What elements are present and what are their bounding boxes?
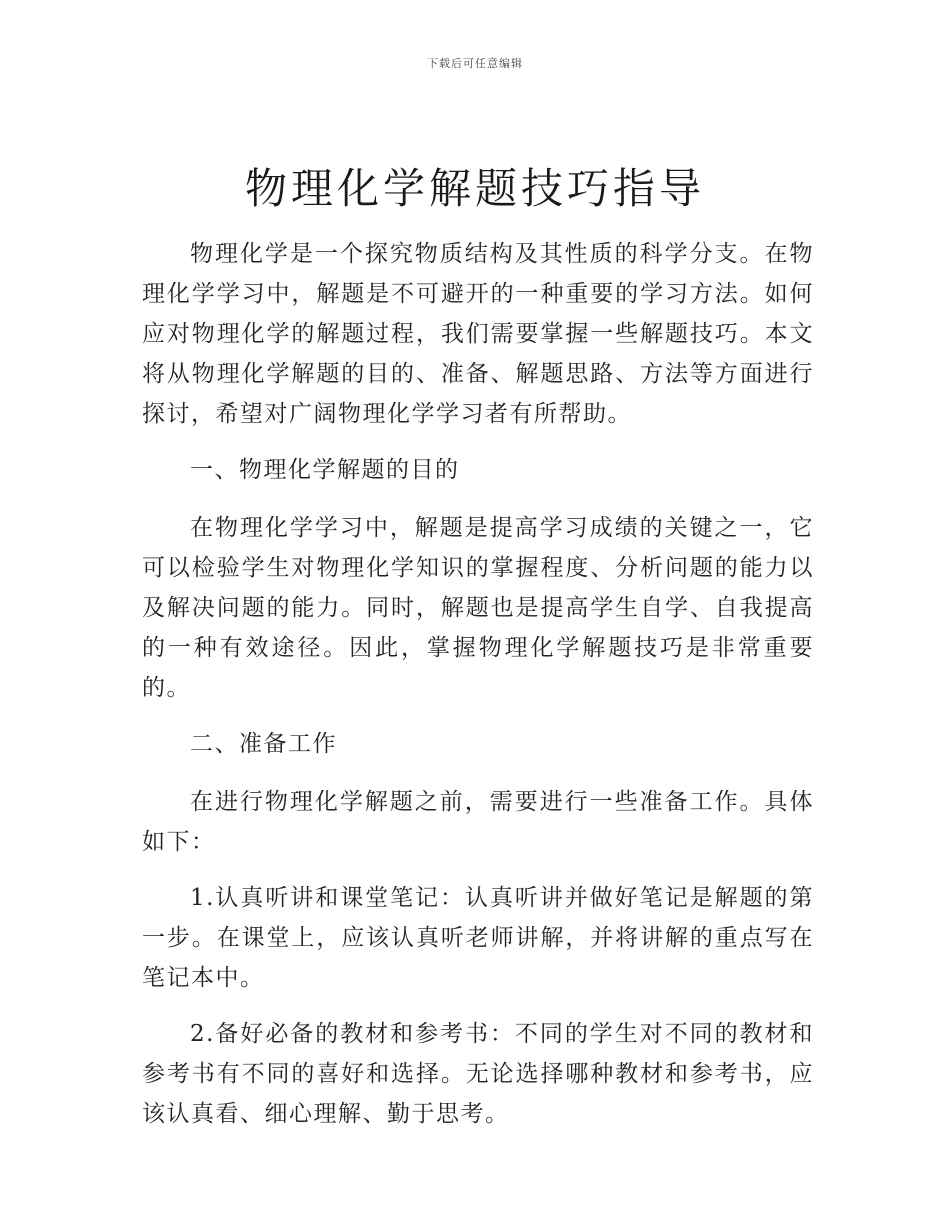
list-item-1: 1.认真听讲和课堂笔记：认真听讲并做好笔记是解题的第一步。在课堂上，应该认真听老师讲解，并将讲解的重点写在笔记本中。 xyxy=(142,885,814,991)
list-item-2: 2.备好必备的教材和参考书：不同的学生对不同的教材和参考书有不同的喜好和选择。无论选择哪种教材和参考书，应该认真看、细心理解、勤于思考。 xyxy=(142,1021,814,1127)
intro-paragraph: 物理化学是一个探究物质结构及其性质的科学分支。在物理化学学习中，解题是不可避开的一种重要的学习方法。如何应对物理化学的解题过程，我们需要掌握一些解题技巧。本文将从物理化学解题的目的、准备、解题思路、方法等方面进行探讨，希望对广阔物理化学学习者有所帮助。 xyxy=(142,241,814,427)
document-title: 物理化学解题技巧指导 xyxy=(244,164,705,213)
purpose-paragraph: 在物理化学学习中，解题是提高学习成绩的关键之一，它可以检验学生对物理化学知识的掌握程度、分析问题的能力以及解决问题的能力。同时，解题也是提高学生自学、自我提高的一种有效途径。因此，掌握物理化学解题技巧是非常重要的。 xyxy=(142,515,814,701)
header-note: 下载后可任意编辑 xyxy=(427,57,523,70)
document-body xyxy=(142,234,814,1150)
preparation-intro-paragraph: 在进行物理化学解题之前，需要进行一些准备工作。具体如下： xyxy=(142,789,814,855)
section-heading-preparation: 二、准备工作 xyxy=(190,731,337,757)
section-heading-purpose: 一、物理化学解题的目的 xyxy=(190,457,460,483)
